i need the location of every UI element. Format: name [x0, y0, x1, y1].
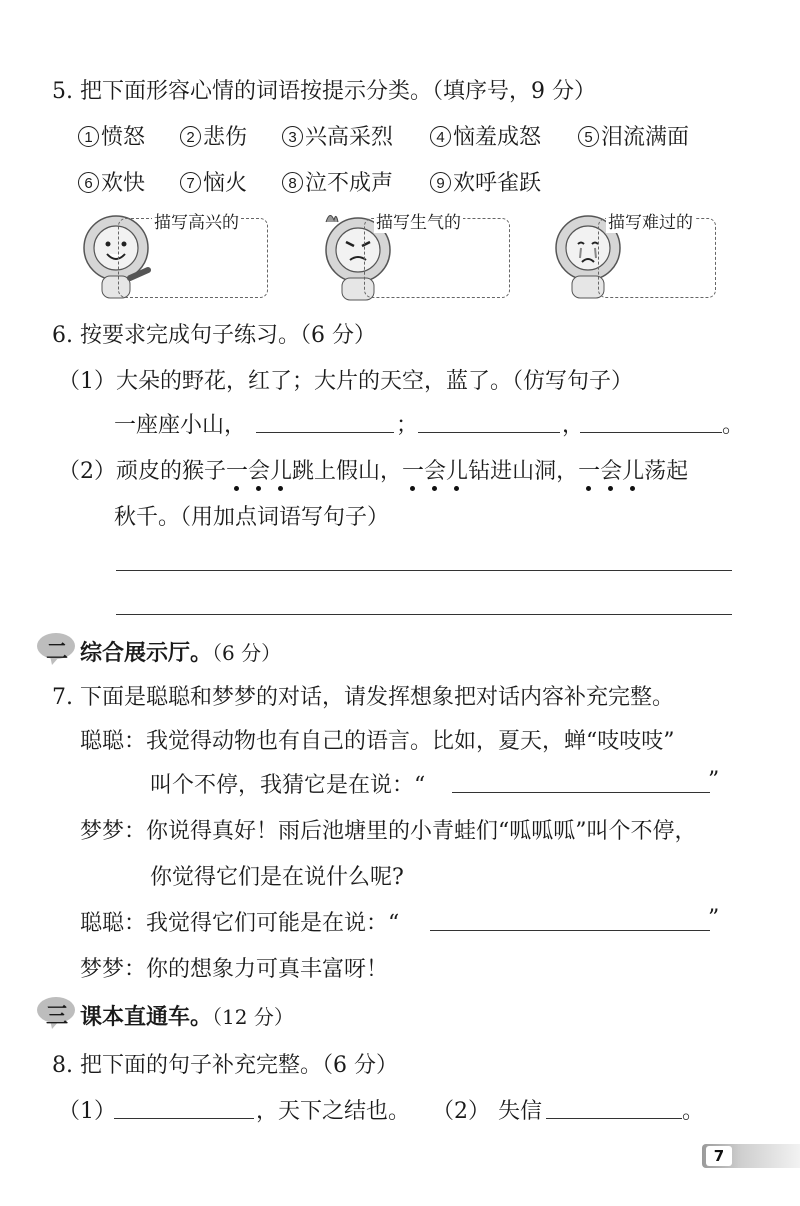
q5-option — [180, 166, 247, 197]
q5-option-text: 泣不成声 — [305, 171, 394, 196]
circled-number: 2 — [180, 126, 201, 147]
q5-option — [78, 120, 145, 151]
section-two-title-text: 综合展示厅。 — [80, 641, 213, 666]
q5-option-text: 愤怒 — [101, 125, 146, 150]
q5-title: 5. 把下面形容心情的词语按提示分类。（填序号，9 分） — [52, 79, 596, 104]
q6-part2-a: 顽皮的猴子 — [116, 459, 227, 484]
q6-part2-b: 跳上假山， — [292, 459, 403, 484]
q7-line-1b: 叫个不停，我猜它是在说：“ — [150, 773, 426, 798]
q5-option — [282, 166, 393, 197]
q5-option-text: 欢呼雀跃 — [453, 171, 542, 196]
q6-sep1: ； — [396, 413, 419, 438]
dotted-word-text: 一会儿 — [226, 459, 293, 484]
q7-line-2b: 你觉得它们是在说什么呢? — [150, 865, 404, 890]
q6-answer-line-1[interactable] — [116, 570, 732, 571]
q5-option — [78, 166, 145, 197]
q5-option — [430, 166, 541, 197]
q5-option-text: 悲伤 — [203, 125, 248, 150]
section-three-title-text: 课本直通车。 — [80, 1005, 213, 1030]
dotted-word-2 — [402, 454, 468, 485]
section-three-score: （12 分） — [212, 1005, 294, 1029]
q6-part2-c: 钻进山洞， — [468, 459, 579, 484]
q8-title: 8. 把下面的句子补充完整。（6 分） — [52, 1053, 398, 1078]
q7-line-1b-end: ” — [708, 768, 720, 793]
q7-line-3: 聪聪：我觉得它们可能是在说：“ — [80, 911, 400, 936]
q6-part1-start: 一座座小山， — [114, 413, 247, 438]
q5-option-text: 欢快 — [101, 171, 146, 196]
section-two-score: （6 分） — [212, 641, 282, 665]
dotted-word-1 — [226, 454, 292, 485]
dotted-word-text: 一会儿 — [402, 459, 469, 484]
q5-option — [180, 120, 247, 151]
section-three-number: 三 — [46, 1004, 69, 1029]
q6-part2 — [58, 454, 688, 485]
q7-line-1a: 聪聪：我觉得动物也有自己的语言。比如，夏天，蝉“吱吱吱” — [80, 729, 675, 754]
q5-option-text: 恼羞成怒 — [453, 125, 542, 150]
q5-option-text: 泪流满面 — [601, 125, 690, 150]
q5-option — [282, 120, 393, 151]
q5-option-text: 恼火 — [203, 171, 248, 196]
circled-number: 1 — [78, 126, 99, 147]
q6-part2-d: 荡起 — [644, 459, 689, 484]
q8-blank-1[interactable] — [114, 1118, 254, 1119]
q8-part2-label: （2） — [432, 1099, 490, 1124]
q5-option — [578, 120, 689, 151]
q7-line-4: 梦梦：你的想象力可真丰富呀！ — [80, 957, 389, 982]
q7-title: 7. 下面是聪聪和梦梦的对话，请发挥想象把对话内容补充完整。 — [52, 685, 674, 710]
q6-blank-3[interactable] — [580, 432, 722, 433]
section-three-title — [80, 1000, 294, 1031]
circled-number: 9 — [430, 172, 451, 193]
q8-part1-text: ，天下之结也。 — [256, 1099, 411, 1124]
q6-sep2: ， — [562, 413, 585, 438]
q6-part2-label: （2） — [58, 459, 116, 484]
circled-number: 3 — [282, 126, 303, 147]
q6-part1-text: 大朵的野花，红了；大片的天空，蓝了。（仿写句子） — [116, 369, 634, 394]
q6-blank-1[interactable] — [256, 432, 394, 433]
section-two-title — [80, 636, 281, 667]
box-label-angry: 描写生气的 — [374, 208, 463, 233]
circled-number: 7 — [180, 172, 201, 193]
q6-part1-label: （1） — [58, 369, 116, 394]
q6-part1 — [58, 364, 633, 395]
q5-option — [430, 120, 541, 151]
box-label-happy: 描写高兴的 — [152, 208, 241, 233]
q7-line-3-end: ” — [708, 906, 720, 931]
q6-answer-line-2[interactable] — [116, 614, 732, 615]
q7-blank-1[interactable] — [452, 792, 710, 793]
q7-blank-2[interactable] — [430, 930, 710, 931]
circled-number: 6 — [78, 172, 99, 193]
box-label-sad: 描写难过的 — [606, 208, 695, 233]
q8-part1-label: （1） — [58, 1099, 116, 1124]
circled-number: 4 — [430, 126, 451, 147]
dotted-word-3 — [578, 454, 644, 485]
q8-part2-end: 。 — [682, 1099, 705, 1124]
q6-part2-line2: 秋千。（用加点词语写句子） — [114, 505, 390, 530]
q7-line-2a: 梦梦：你说得真好！雨后池塘里的小青蛙们“呱呱呱”叫个不停， — [80, 819, 697, 844]
q6-title: 6. 按要求完成句子练习。（6 分） — [52, 323, 376, 348]
page-number: 7 — [706, 1146, 732, 1166]
circled-number: 8 — [282, 172, 303, 193]
dotted-word-text: 一会儿 — [578, 459, 645, 484]
circled-number: 5 — [578, 126, 599, 147]
q6-end: 。 — [722, 413, 745, 438]
section-two-number: 二 — [46, 640, 69, 665]
q8-part2-text: 失信 — [498, 1099, 543, 1124]
q6-blank-2[interactable] — [418, 432, 560, 433]
q8-blank-2[interactable] — [546, 1118, 682, 1119]
q5-option-text: 兴高采烈 — [305, 125, 394, 150]
